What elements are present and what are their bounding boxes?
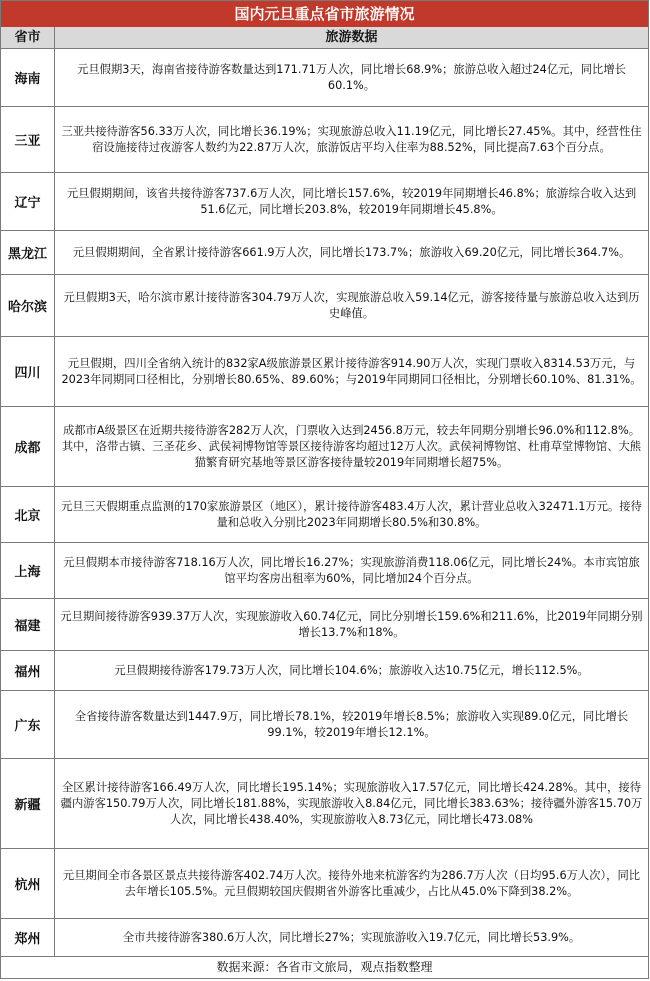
table-row: [1, 337, 648, 407]
table-row: [1, 231, 648, 275]
table-row: [1, 849, 648, 919]
row-province: 广东: [1, 691, 55, 758]
table-row: [1, 543, 648, 599]
table-row: [1, 691, 648, 759]
data-source-note: 数据来源：各省市文旅局，观点指数整理: [216, 960, 433, 974]
table-row: [1, 173, 648, 231]
row-data: 全区累计接待游客166.49万人次，同比增长195.14%；实现旅游收入17.57亿元，同比增长424.28%。其中，接待疆内游客150.79万人次，同比增长181.88%，实现旅游收入8.84亿元，同比增长383.63%；接待疆外游客15.70万人次，同比增长438.40%，实现旅游收入8.73亿元，同比增长473.08%: [60, 780, 643, 826]
row-province: 北京: [1, 487, 55, 542]
row-province: 辽宁: [1, 173, 55, 230]
table-row: [1, 107, 648, 173]
row-data: 元旦三天假期重点监测的170家旅游景区（地区），累计接待游客483.4万人次，累计营业总收入32471.1万元。接待量和总收入分别比2023年同期增长80.5%和30.8%。: [61, 499, 642, 529]
row-province: 黑龙江: [1, 231, 55, 274]
header-province: 省市: [1, 27, 55, 48]
row-data: 元旦假期期间，该省共接待游客737.6万人次，同比增长157.6%，较2019年同期增长46.8%；旅游综合收入达到51.6亿元，同比增长203.8%，较2019年同期增长45.8%。: [66, 186, 637, 216]
row-province: 海南: [1, 49, 55, 106]
row-data: 元旦假期期间，全省累计接待游客661.9万人次，同比增长173.7%；旅游收入69.20亿元，同比增长364.7%。: [72, 245, 631, 259]
table-row: [1, 651, 648, 691]
row-province: 上海: [1, 543, 55, 598]
row-province: 三亚: [1, 107, 55, 172]
row-data: 元旦假期接待游客179.73万人次，同比增长104.6%；旅游收入达10.75亿元，增长112.5%。: [114, 663, 589, 677]
table-row: [1, 599, 648, 651]
table-row: [1, 919, 648, 957]
header-data: 旅游数据: [325, 30, 378, 45]
row-data: 元旦假期3天，哈尔滨市累计接待游客304.79万人次，实现旅游总收入59.14亿元，游客接待量与旅游总收入达到历史峰值。: [63, 290, 640, 320]
row-data: 元旦假期，四川全省纳入统计的832家A级旅游景区累计接待游客914.90万人次，实现门票收入8314.53万元，与2023年同期同口径相比，分别增长80.65%、89.60%；与2019年同期同口径相比，分别增长60.10%、81.31%。: [61, 356, 642, 386]
table-row: [1, 487, 648, 543]
row-province: 福建: [1, 599, 55, 650]
row-province: 四川: [1, 337, 55, 406]
table-header: [1, 27, 648, 49]
row-data: 元旦假期本市接待游客718.16万人次，同比增长16.27%；实现旅游消费118.06亿元，同比增长24%。本市宾馆旅馆平均客房出租率为60%，同比增加24个百分点。: [63, 555, 640, 585]
table-row: [1, 49, 648, 107]
row-data: 成都市A级景区在近期共接待游客282万人次，门票收入达到2456.8万元，较去年同期分别增长96.0%和112.8%。其中，洛带古镇、三圣花乡、武侯祠博物馆等景区接待游客均超过12万人次。武侯祠博物馆、杜甫草堂博物馆、大熊猫繁育研究基地等景区游客接待量较2019年同期增长超75%。: [61, 423, 642, 469]
table-row: [1, 407, 648, 487]
row-province: 成都: [1, 407, 55, 486]
row-data: 全省接待游客数量达到1447.9万，同比增长78.1%，较2019年增长8.5%；旅游收入实现89.0亿元，同比增长99.1%，较2019年增长12.1%。: [74, 709, 629, 739]
row-data: 全市共接待游客380.6万人次，同比增长27%；实现旅游收入19.7亿元，同比增长53.9%。: [122, 930, 581, 944]
row-province: 新疆: [1, 759, 55, 848]
row-data: 元旦期间全市各景区景点共接待游客402.74万人次。接待外地来杭游客约为286.7万人次（日均95.6万人次），同比去年增长105.5%。元旦假期较国庆假期省外游客比重减少，占比从45.0%下降到38.2%。: [62, 868, 641, 898]
table-title: 国内元旦重点省市旅游情况: [1, 1, 648, 27]
row-province: 郑州: [1, 919, 55, 956]
table-row: [1, 759, 648, 849]
row-data: 元旦假期3天，海南省接待游客数量达到171.71万人次，同比增长68.9%；旅游总收入超过24亿元，同比增长60.1%。: [77, 62, 626, 92]
row-data: 三亚共接待游客56.33万人次，同比增长36.19%；实现旅游总收入11.19亿元，同比增长27.45%。其中，经营性住宿设施接待过夜游客人数约为22.87万人次，旅游饭店平均入住率为88.52%，同比提高7.63个百分点。: [61, 124, 642, 154]
table-row: [1, 275, 648, 337]
row-data: 元旦期间接待游客939.37万人次，实现旅游收入60.74亿元，同比分别增长159.6%和211.6%，比2019年同期分别增长13.7%和18%。: [60, 609, 643, 639]
row-province: 福州: [1, 651, 55, 690]
row-province: 哈尔滨: [1, 275, 55, 336]
row-province: 杭州: [1, 849, 55, 918]
